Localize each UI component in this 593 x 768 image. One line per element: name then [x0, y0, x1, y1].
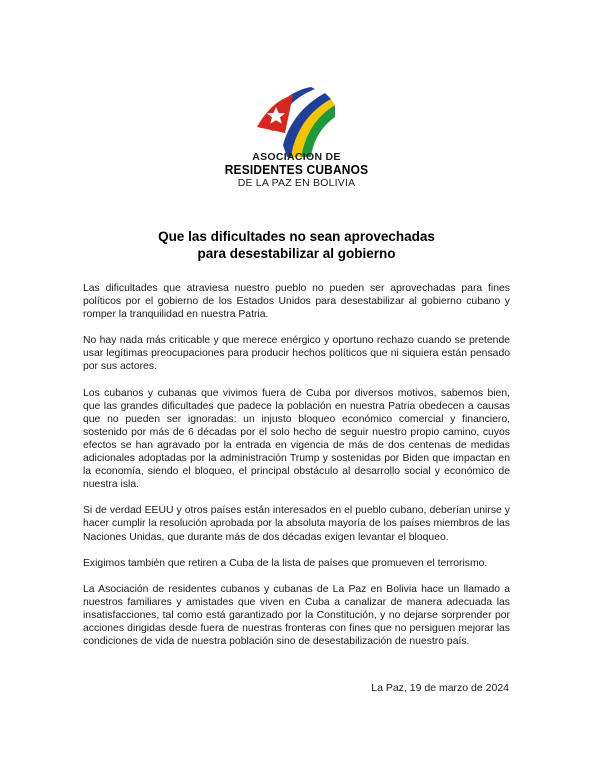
- paragraph: Las dificultades que atraviesa nuestro pueblo no pueden ser aprovechadas para fines políticos por el gobierno de los Estados Unidos para desestabilizar al gobierno cubano y romper la tranquilidad en nuestra Patria.: [83, 283, 510, 321]
- paragraph: La Asociación de residentes cubanos y cubanas de La Paz en Bolivia hace un llamado a nuestros familiares y amistades que viven en Cuba a canalizar de manera adecuada las insatisfacciones, tal como está garantizado por la Constitución, y no dejarse sorprender por acciones dirigidas desde fuera de nuestras fronteras con fines que no persiguen mejorar las condiciones de vida de nuestra población sino de desestabilización de nuestro país.: [83, 583, 510, 648]
- date-signoff: La Paz, 19 de marzo de 2024: [371, 682, 509, 694]
- document-body: [83, 282, 510, 661]
- paragraph: Los cubanos y cubanas que vivimos fuera de Cuba por diversos motivos, sabemos bien, que las grandes dificultades que padece la población en nuestra Patria obedecen a causas que no pueden ser ignoradas: un injusto bloqueo económico comercial y financiero, sostenido por más de 6 décadas por el solo hecho de seguir nuestro propio camino, cuyos efectos se han agravado por la entrada en vigencia de más de dos centenas de medidas adicionales adoptadas por la administración Trump y sostenidas por Biden que impactan en la economía, siendo el bloqueo, el principal obstáculo al desarrollo social y económico de nuestra isla.: [83, 387, 510, 491]
- org-name-line2: RESIDENTES CUBANOS: [224, 162, 369, 177]
- org-name-line1: ASOCIACION DE: [252, 151, 341, 163]
- paragraph: No hay nada más criticable y que merece enérgico y oportuno rechazo cuando se pretende usar legítimas preocupaciones para producir hechos políticos que ni siquiera están pensado por sus actores.: [83, 335, 510, 373]
- title-line2: para desestabilizar al gobierno: [197, 246, 396, 261]
- title-line1: Que las dificultades no sean aprovechadas: [158, 229, 435, 244]
- paragraph: Exigimos también que retiren a Cuba de la lista de países que promueven el terrorismo.: [83, 557, 488, 569]
- paragraph: Si de verdad EEUU y otros países están interesados en el pueblo cubano, deberían unirse y hacer cumplir la resolución aprobada por la absoluta mayoría de los países miembros de las Naciones Unidas, que durante más de dos décadas exigen levantar el bloqueo.: [83, 505, 510, 543]
- flag-logo-icon: [257, 87, 335, 157]
- document-title: [0, 228, 593, 262]
- org-name-line3: DE LA PAZ EN BOLIVIA: [237, 177, 356, 189]
